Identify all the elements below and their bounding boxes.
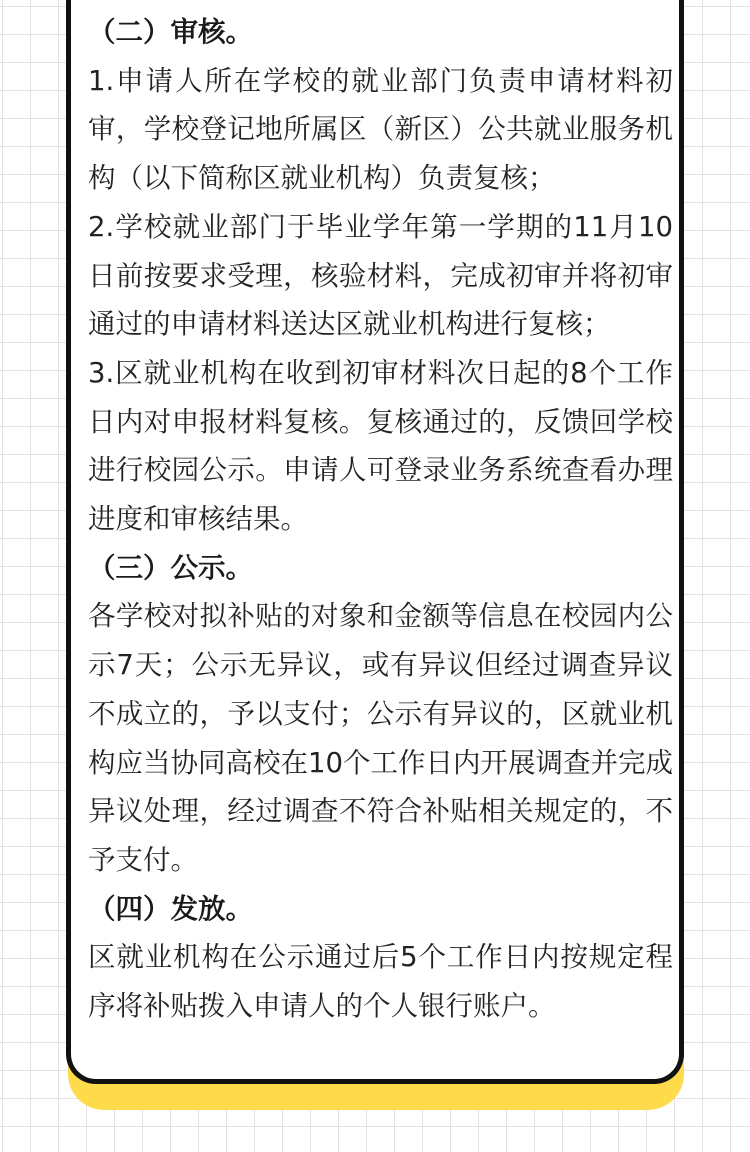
section-heading-payment: （四）发放。 — [88, 892, 253, 925]
payment-body: 区就业机构在公示通过后5个工作日内按规定程序将补贴拨入申请人的个人银行账户。 — [88, 941, 673, 1023]
section-heading-publicity: （三）公示。 — [88, 551, 253, 584]
review-item-3: 3.区就业机构在收到初审材料次日起的8个工作日内对申报材料复核。复核通过的，反馈回学校进行校园公示。申请人可登录业务系统查看办理进度和审核结果。 — [88, 356, 673, 536]
section-heading-review: （二）审核。 — [88, 16, 253, 48]
publicity-body: 各学校对拟补贴的对象和金额等信息在校园内公示7天；公示无异议，或有异议但经过调查异议不成立的，予以支付；公示有异议的，区就业机构应当协同高校在10个工作日内开展调查并完成异议处理，经过调查不符合补贴相关规定的，不予支付。 — [88, 600, 673, 876]
review-item-2: 2.学校就业部门于毕业学年第一学期的11月10日前按要求受理，核验材料，完成初审并将初审通过的申请材料送达区就业机构进行复核； — [88, 210, 673, 341]
article-content — [88, 8, 673, 1031]
review-item-1: 1.申请人所在学校的就业部门负责申请材料初审，学校登记地所属区（新区）公共就业服务机构（以下简称区就业机构）负责复核； — [88, 64, 673, 195]
